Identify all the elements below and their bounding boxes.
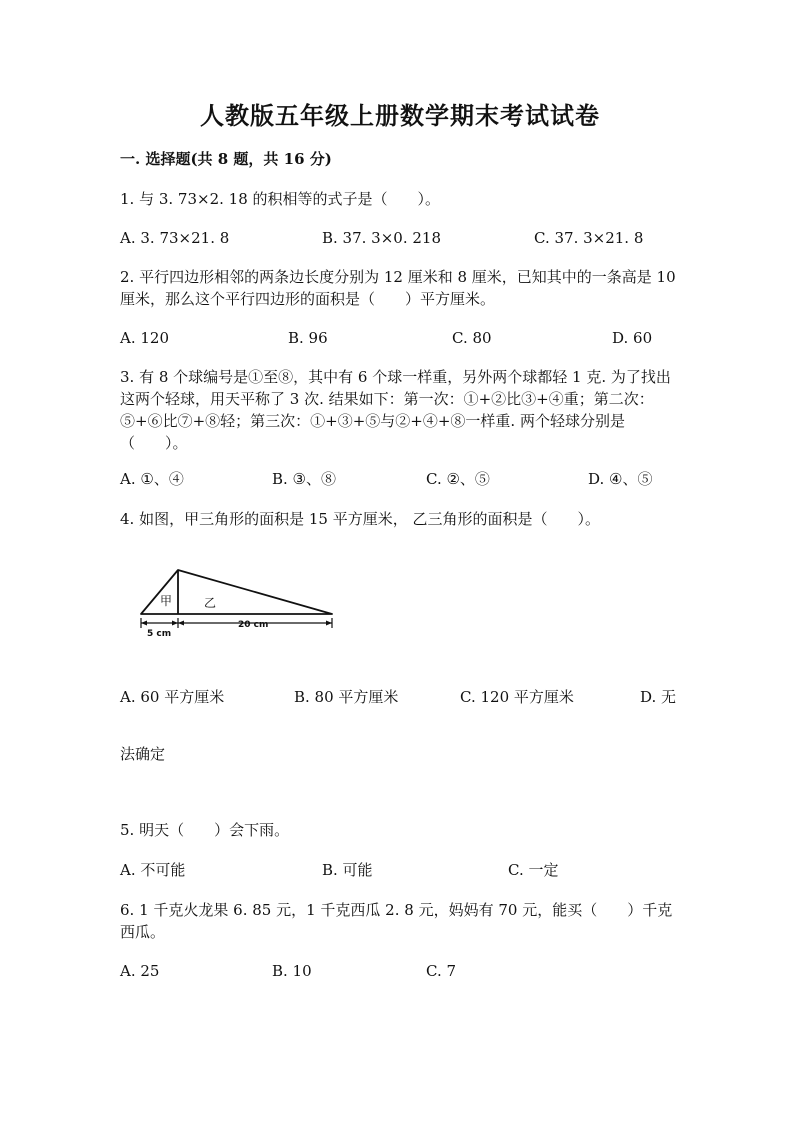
question-6-option-c[interactable]: C. 7 bbox=[426, 962, 457, 980]
question-4-option-d[interactable]: D. 无 bbox=[640, 688, 677, 706]
question-2-option-c[interactable]: C. 80 bbox=[452, 329, 492, 347]
triangle-label-yi: 乙 bbox=[204, 596, 217, 610]
question-5-option-c[interactable]: C. 一定 bbox=[508, 861, 559, 879]
question-1-option-b[interactable]: B. 37. 3×0. 218 bbox=[322, 229, 442, 247]
question-1-option-a[interactable]: A. 3. 73×21. 8 bbox=[120, 229, 230, 247]
question-3-option-b[interactable]: B. ③、⑧ bbox=[272, 470, 337, 488]
question-5-text: 5. 明天（ ）会下雨。 bbox=[120, 821, 290, 839]
question-4-option-d-continuation: 法确定 bbox=[120, 745, 166, 763]
question-3-options bbox=[120, 468, 680, 490]
question-5-option-b[interactable]: B. 可能 bbox=[322, 861, 373, 879]
dimension-label-20cm: 20 cm bbox=[238, 620, 269, 630]
exam-title: 人教版五年级上册数学期末考试试卷 bbox=[200, 101, 600, 130]
question-6-options bbox=[120, 960, 680, 982]
question-3-option-a[interactable]: A. ①、④ bbox=[120, 470, 184, 488]
question-1-text: 1. 与 3. 73×2. 18 的积相等的式子是（ ）。 bbox=[120, 190, 441, 208]
triangle-label-jia: 甲 bbox=[160, 594, 173, 608]
dimension-label-5cm: 5 cm bbox=[147, 629, 172, 639]
question-1-option-c[interactable]: C. 37. 3×21. 8 bbox=[534, 229, 644, 247]
question-3-text: 3. 有 8 个球编号是①至⑧，其中有 6 个球一样重，另外两个球都轻 1 克. 为了找出这两个轻球，用天平称了 3 次. 结果如下：第一次：①+②比③+④重；第二次：⑤+⑥比⑦+⑧轻；第三次：①+③+⑤与②+④+⑧一样重. 两个轻球分别是（ ）。 bbox=[120, 368, 671, 452]
question-5-option-a[interactable]: A. 不可能 bbox=[120, 861, 186, 879]
question-4-option-b[interactable]: B. 80 平方厘米 bbox=[294, 688, 399, 706]
question-1-options bbox=[120, 227, 680, 249]
arrow-left-start bbox=[141, 621, 147, 626]
section-heading: 一. 选择题(共 8 题，共 16 分) bbox=[120, 150, 332, 168]
question-3-option-c[interactable]: C. ②、⑤ bbox=[426, 470, 490, 488]
question-4-option-a[interactable]: A. 60 平方厘米 bbox=[120, 688, 225, 706]
question-3-option-d[interactable]: D. ④、⑤ bbox=[588, 470, 653, 488]
question-5-options bbox=[120, 859, 680, 881]
question-2-option-b[interactable]: B. 96 bbox=[288, 329, 328, 347]
question-2-option-a[interactable]: A. 120 bbox=[120, 329, 169, 347]
question-4-text: 4. 如图，甲三角形的面积是 15 平方厘米， 乙三角形的面积是（ ）。 bbox=[120, 510, 600, 528]
question-6-text: 6. 1 千克火龙果 6. 85 元，1 千克西瓜 2. 8 元，妈妈有 70 元，能买（ ）千克西瓜。 bbox=[120, 901, 673, 941]
question-4-option-c[interactable]: C. 120 平方厘米 bbox=[460, 688, 574, 706]
question-2-options bbox=[120, 327, 680, 349]
triangle-figure bbox=[132, 562, 342, 644]
arrow-left-end bbox=[172, 621, 178, 626]
question-4-options bbox=[120, 686, 680, 708]
question-6-option-b[interactable]: B. 10 bbox=[272, 962, 312, 980]
arrow-right-end bbox=[326, 621, 332, 626]
question-2-option-d[interactable]: D. 60 bbox=[612, 329, 653, 347]
question-2-text: 2. 平行四边形相邻的两条边长度分别为 12 厘米和 8 厘米，已知其中的一条高是 10 厘米，那么这个平行四边形的面积是（ ）平方厘米。 bbox=[120, 268, 676, 308]
arrow-right-start bbox=[178, 621, 184, 626]
question-6-option-a[interactable]: A. 25 bbox=[120, 962, 160, 980]
